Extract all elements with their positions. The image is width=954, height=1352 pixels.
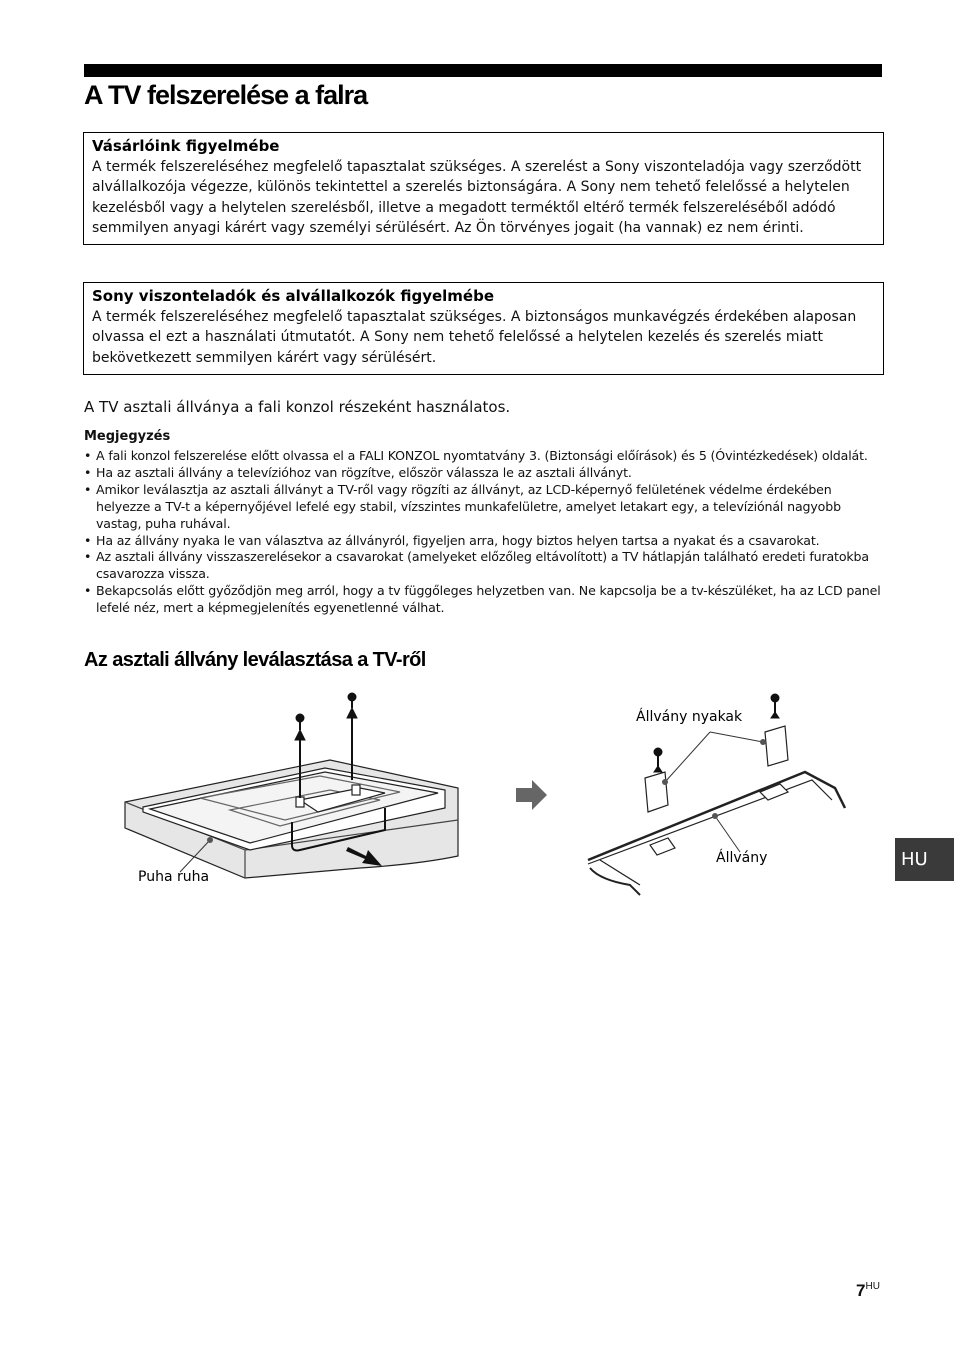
language-tab: HU [895, 838, 954, 881]
note-item: • Ha az állvány nyaka le van választva az állványról, figyeljen arra, hogy biztos helyen tartsa a nyakat és a csavarokat. [84, 533, 884, 550]
note-item: • A fali konzol felszerelése előtt olvassa el a FALI KONZOL nyomtatvány 3. (Biztonsági előírások) és 5 (Óvintézkedések) oldalát. [84, 448, 884, 465]
note-item: • Az asztali állvány visszaszerelésekor a csavarokat (amelyeket előzőleg eltávolított) a TV hátlapján található eredeti furatokba csavarozza vissza. [84, 549, 884, 583]
intro-text: A TV asztali állványa a fali konzol részeként használatos. [84, 398, 511, 416]
next-step-arrow [516, 780, 547, 810]
stand-drawing [588, 726, 845, 895]
note-item: • Bekapcsolás előtt győződjön meg arról, hogy a tv függőleges helyzetben van. Ne kapcsolja be a tv-készüléket, ha az LCD panel lefelé néz, mert a képmegjelenítés egyenetlenné válhat. [84, 583, 884, 617]
page-number [856, 1281, 880, 1301]
page-number-value: 7 [856, 1281, 866, 1300]
label-stand-necks: Állvány nyakak [636, 709, 743, 725]
note-item: • Amikor leválasztja az asztali állványt a TV-ről vagy rögzíti az állványt, az LCD-képernyő felületének védelme érdekében helyezze a TV-t a képernyőjével lefelé egy stabil, vízszintes munkafelületre, amelyet letakart egy, a televíziónál nagyobb vastag, puha ruhával. [84, 482, 884, 533]
note-item: • Ha az asztali állvány a televízióhoz van rögzítve, először válassza le az asztali állványt. [84, 465, 884, 482]
dealer-notice-heading: Sony viszonteladók és alvállalkozók figyelmébe [92, 287, 495, 305]
section-title: Az asztali állvány leválasztása a TV-ről [84, 649, 426, 671]
callout-lines [665, 732, 763, 852]
dealer-notice-text: A termék felszereléséhez megfelelő tapasztalat szükséges. A biztonságos munkavégzés érdekében alaposan olvassa el ezt a használati útmutatót. A Sony nem tehető felelőssé a helytelen kezelés és szerelés miatt bekövetkezett semmilyen kárért vagy sérülésért. [92, 309, 857, 366]
customer-notice-heading: Vásárlóink figyelmébe [92, 137, 280, 155]
label-soft-cloth: Puha ruha [138, 869, 210, 885]
header-rule [84, 64, 882, 77]
page-number-suffix: HU [865, 1281, 880, 1292]
customer-notice-box [83, 132, 884, 245]
dealer-notice-box [83, 282, 884, 375]
label-stand: Állvány [716, 850, 768, 866]
customer-notice-text: A termék felszereléséhez megfelelő tapasztalat szükséges. A szerelést a Sony viszonteladója vagy szerződött alvállalkozója végezze, különös tekintettel a szerelés biztonságára. A Sony nem tehető felelőssé a helytelen kezelésből vagy a helytelen szerelésből, illetve a megadott terméktől eltérő termék felszereléséből adódó semmilyen anyagi kárért vagy személyi sérülésért. Az Ön törvényes jogait (ha vannak) ez nem érinti. [92, 159, 862, 236]
page-title: A TV felszerelése a falra [84, 80, 368, 110]
notes-list [84, 448, 884, 617]
tv-on-cloth-drawing [125, 760, 458, 878]
notes-heading: Megjegyzés [84, 429, 171, 444]
